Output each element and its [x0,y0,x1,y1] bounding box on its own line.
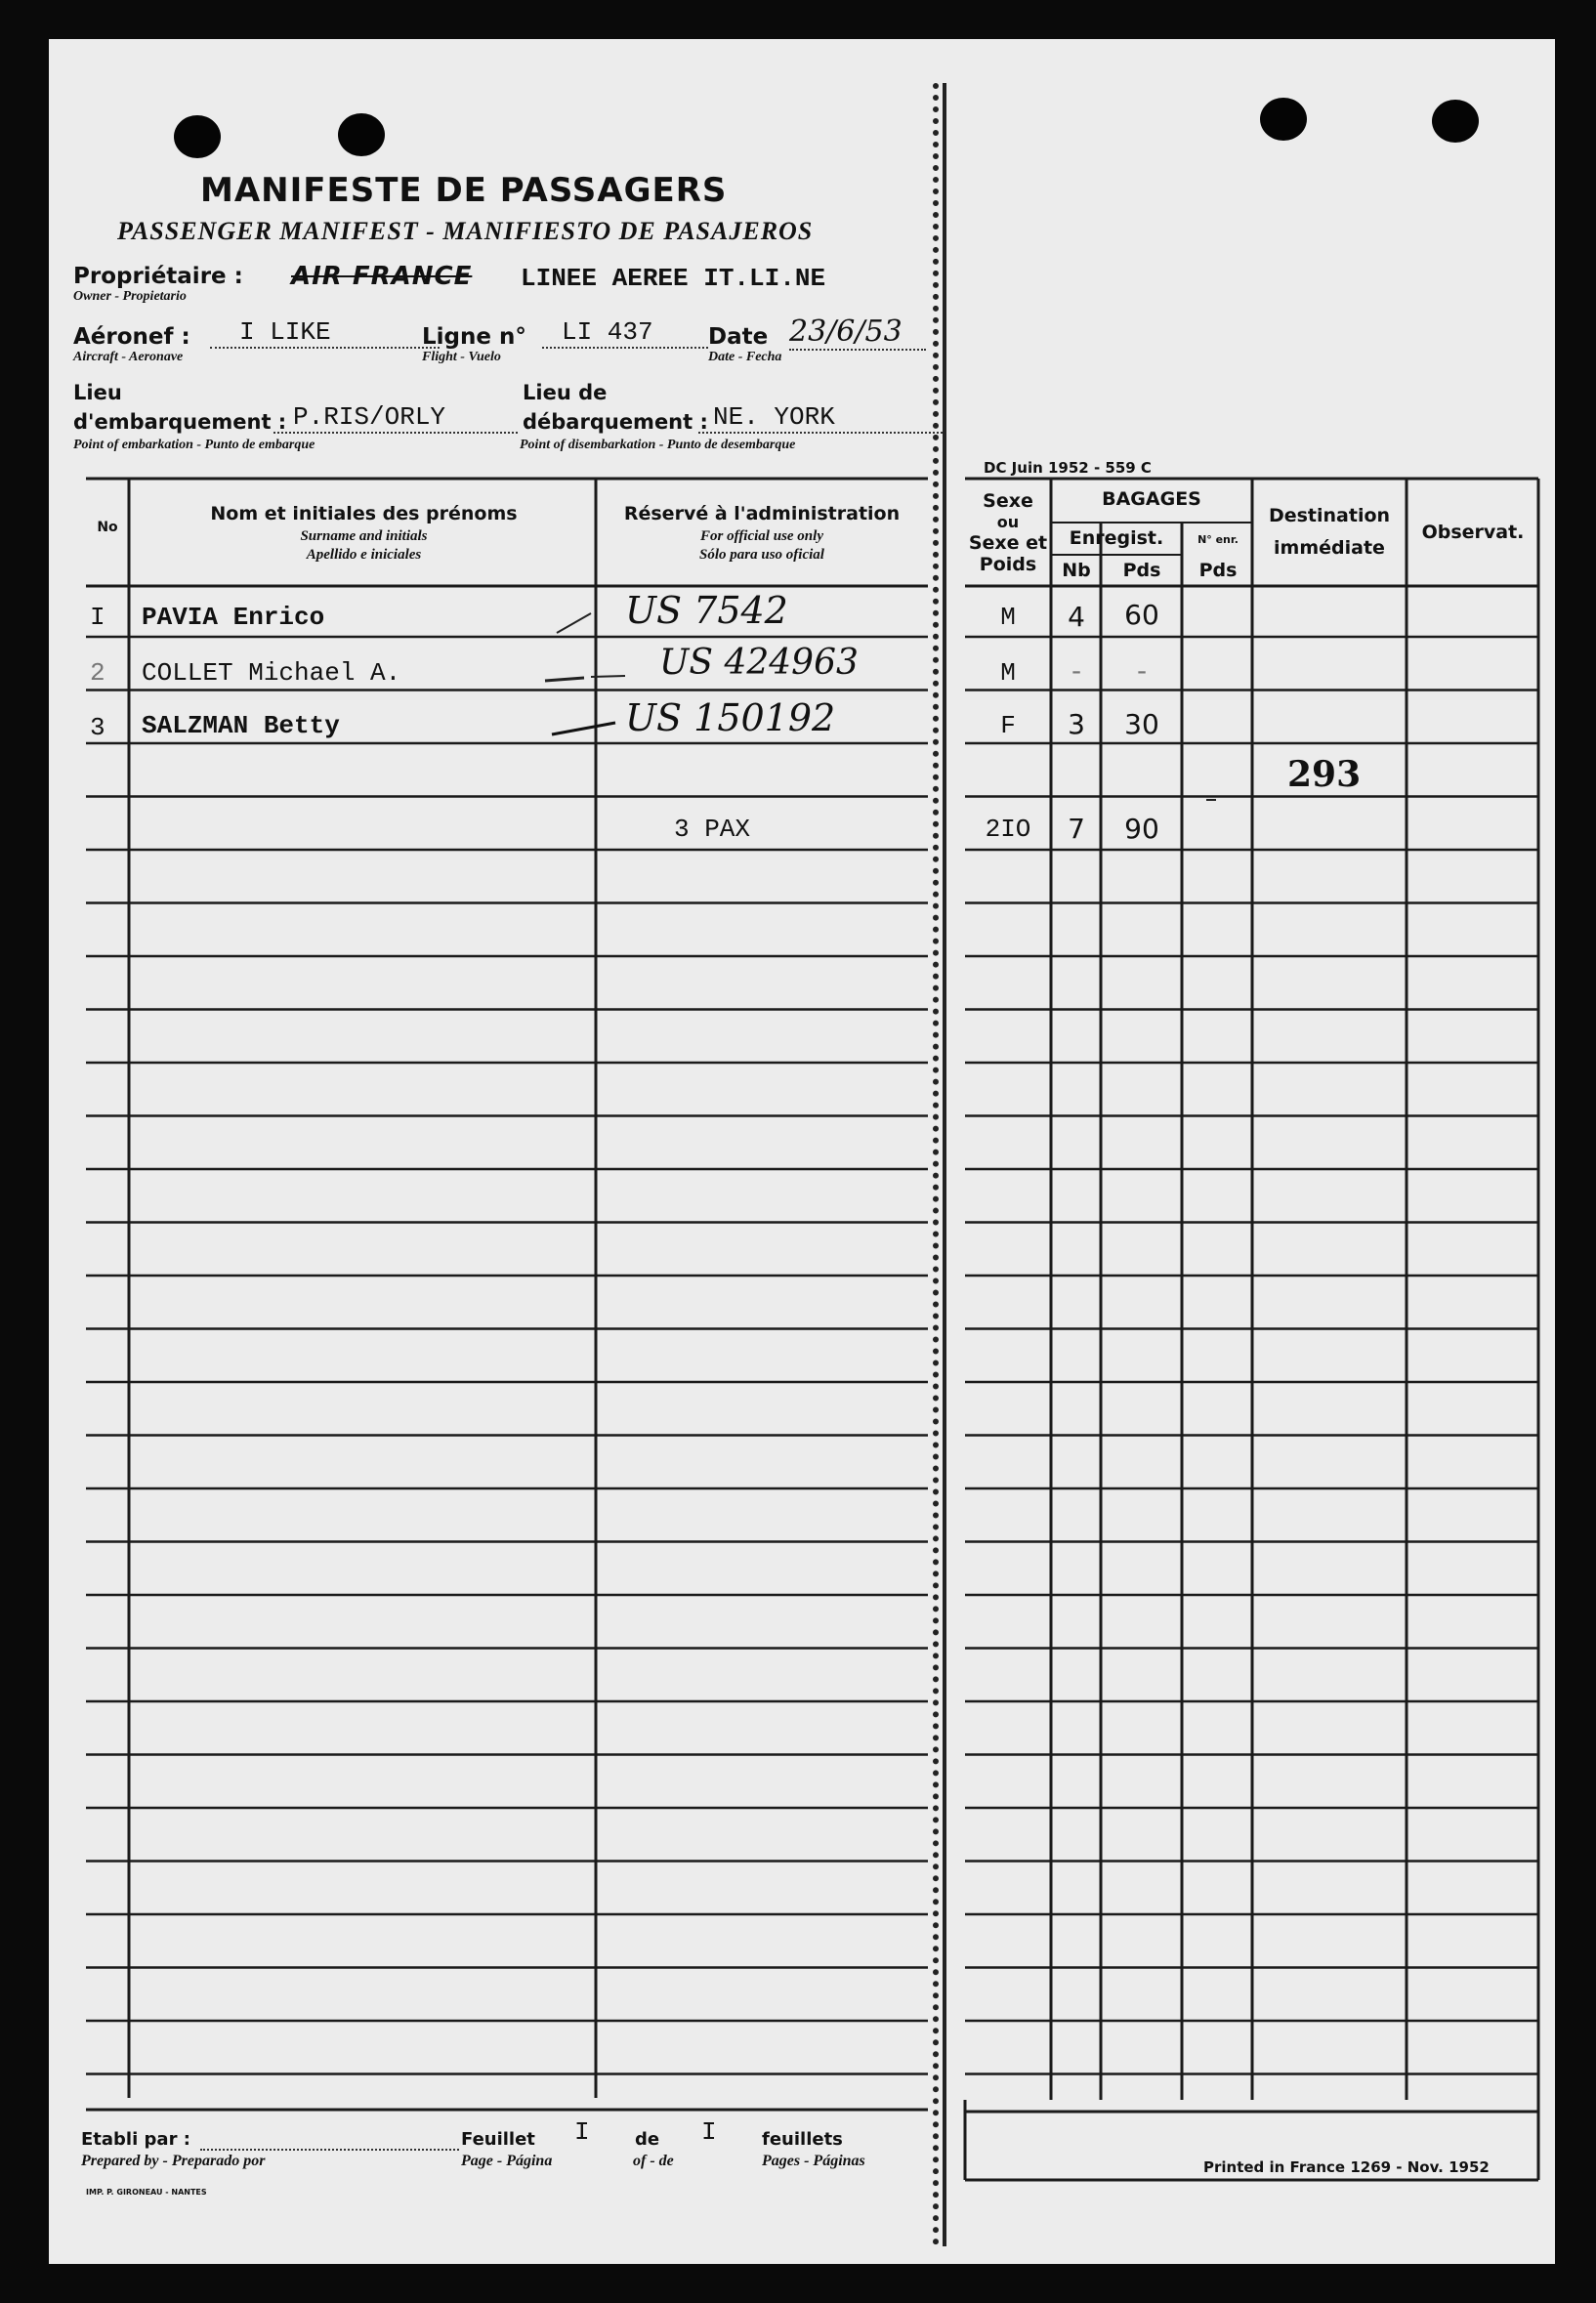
row-number: I [90,603,105,632]
sheets-label: feuillets [762,2129,843,2150]
passenger-admin-ref: US 150192 [625,696,836,739]
passenger-admin-ref: US 7542 [625,589,788,632]
total-baggage-weight: 90 [1124,813,1159,845]
aircraft-label: Aéronef : [73,324,190,350]
form-code: DC Juin 1952 - 559 C [984,459,1152,477]
passenger-name: COLLET Michael A. [142,658,401,688]
baggage-weight: - [1136,654,1148,687]
owner-label: Propriétaire : [73,264,243,289]
col-header-destination: Destination [1268,505,1391,526]
col-header-enregist: Enregist. [1069,527,1164,549]
col-header-name: Nom et initiales des prénoms [210,503,518,524]
baggage-count: - [1071,654,1082,687]
printed-in-france: Printed in France 1269 - Nov. 1952 [1203,2158,1490,2176]
col-header-n-enr: N° enr. [1197,533,1239,546]
destination-note: 293 [1287,754,1362,795]
passenger-name: PAVIA Enrico [142,603,325,632]
owner-struck-value: AIR FRANCE [291,262,473,291]
total-passengers: 3 PAX [674,815,751,844]
col-header-name-en: Surname and initials [300,528,428,544]
baggage-count: 4 [1068,601,1085,633]
total-weight-sex: 2IO [985,815,1031,844]
page-title: MANIFESTE DE PASSAGERS [200,171,728,210]
col-header-name-es: Apellido e iniciales [306,547,422,563]
flight-sublabel: Flight - Vuelo [422,350,501,364]
disembark-label-line2: débarquement : [523,410,708,434]
embark-label-line1: Lieu [73,381,122,404]
sheet-value: I [574,2117,590,2147]
passenger-sex: F [1000,711,1016,740]
col-header-pds: Pds [1122,560,1161,581]
sheet-label: Feuillet [461,2129,535,2150]
page-subtitle: PASSENGER MANIFEST - MANIFIESTO DE PASAJEROS [117,217,814,245]
flight-value: LI 437 [542,317,708,349]
disembark-label-line1: Lieu de [523,381,608,404]
aircraft-sublabel: Aircraft - Aeronave [73,350,184,364]
col-header-admin: Réservé à l'administration [623,503,901,524]
of-value: I [701,2117,717,2147]
embark-label-line2: d'embarquement : [73,410,287,434]
col-header-admin-en: For official use only [700,528,823,544]
row-number: 2 [90,658,105,688]
col-header-destination-2: immédiate [1274,537,1385,559]
printer-imprint: IMP. P. GIRONEAU - NANTES [86,2188,207,2197]
flight-label: Ligne n° [422,324,526,350]
col-header-sex-2: ou [996,513,1020,531]
passenger-sex: M [1000,658,1016,688]
of-label: de [635,2129,660,2150]
col-header-bagages: BAGAGES [1102,488,1201,510]
total-baggage-count: 7 [1068,813,1085,845]
baggage-weight: 30 [1124,708,1159,740]
col-header-observations: Observat. [1421,522,1525,543]
col-header-sex-3: Sexe et [968,532,1048,554]
passenger-sex: M [1000,603,1016,632]
col-header-pds2: Pds [1198,560,1238,581]
aircraft-value: I LIKE [210,317,440,349]
owner-sublabel: Owner - Propietario [73,289,187,304]
row-number: 3 [90,713,105,742]
col-header-admin-es: Sólo para uso oficial [699,547,824,563]
prepared-by-label: Etabli par : [81,2129,190,2150]
date-label: Date [708,324,769,350]
of-sublabel: of - de [633,2153,674,2169]
embark-sublabel: Point of embarkation - Punto de embarque [73,438,315,452]
col-header-no: No [97,520,118,535]
prepared-by-sublabel: Prepared by - Preparado por [81,2153,266,2169]
baggage-count: 3 [1068,708,1085,740]
sheet-sublabel: Page - Página [461,2153,553,2169]
disembark-sublabel: Point of disembarkation - Punto de desembarque [520,438,796,452]
date-sublabel: Date - Fecha [708,350,782,364]
prepared-by-line [200,2149,459,2151]
col-header-sex-1: Sexe [983,490,1033,512]
date-value: 23/6/53 [789,314,926,351]
sheets-sublabel: Pages - Páginas [762,2153,865,2169]
passenger-name: SALZMAN Betty [142,711,340,740]
owner-value: LINEE AEREE IT.LI.NE [521,264,826,293]
col-header-sex-4: Poids [979,554,1037,575]
passenger-admin-ref: US 424963 [659,643,859,683]
embark-value: P.RIS/ORLY [273,402,518,434]
col-header-nb: Nb [1062,560,1091,581]
disembark-value: NE. YORK [698,402,943,434]
baggage-weight: 60 [1124,599,1159,631]
